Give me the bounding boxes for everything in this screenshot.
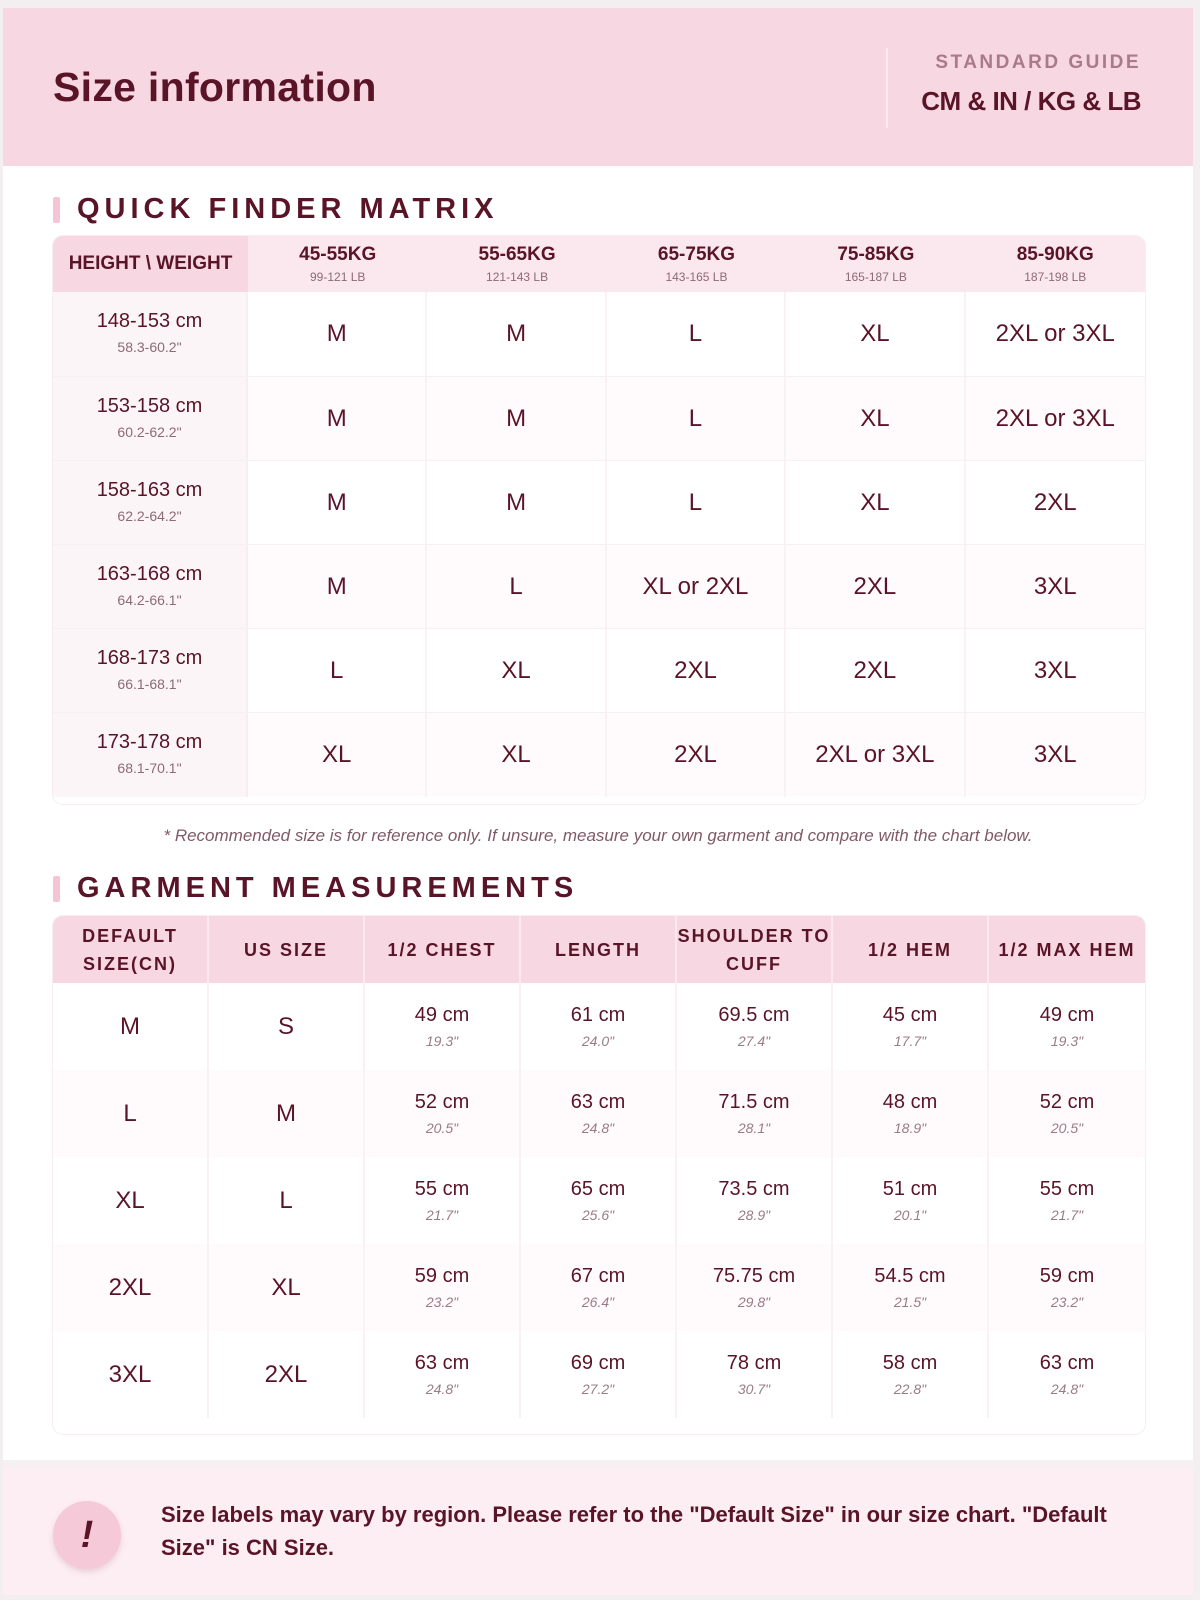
- column-header: DEFAULT SIZE(CN): [53, 916, 209, 983]
- matrix-row: [53, 292, 1145, 376]
- guide-label: STANDARD GUIDE: [935, 52, 1141, 73]
- value-in: 23.2": [1050, 1294, 1084, 1310]
- hem-cell: [833, 1070, 989, 1157]
- height-cm: 153-158 cm: [96, 395, 203, 417]
- size-cell: L: [248, 629, 427, 713]
- chest-cell: [365, 1244, 521, 1331]
- size-cell: M: [427, 292, 606, 376]
- hem-cell: [833, 1244, 989, 1331]
- value-in: 21.7": [425, 1207, 459, 1223]
- height-cm: 173-178 cm: [96, 731, 203, 753]
- size-cell: 2XL or 3XL: [995, 320, 1115, 347]
- weight-column-header: [427, 236, 606, 292]
- size-info-card: [3, 8, 1193, 1595]
- weight-kg: 75-85KG: [837, 244, 915, 265]
- size-cell: 2XL: [786, 629, 965, 713]
- column-header: SHOULDER TO CUFF: [677, 916, 833, 983]
- value-cm: 58 cm: [882, 1352, 938, 1374]
- size-cell: 2XL: [786, 545, 965, 629]
- weight-column-header: [786, 236, 965, 292]
- value-in: 28.1": [737, 1120, 771, 1136]
- column-header: 1/2 HEM: [833, 916, 989, 983]
- length-cell: [521, 1157, 677, 1244]
- matrix-row: [53, 712, 1145, 796]
- size-cell: XL: [786, 292, 965, 376]
- height-cm: 148-153 cm: [96, 310, 203, 332]
- chest-cell: [365, 1070, 521, 1157]
- value-in: 27.4": [737, 1033, 771, 1049]
- value-cm: 52 cm: [1039, 1091, 1095, 1113]
- height-cm: 163-168 cm: [96, 563, 203, 585]
- value-cm: 55 cm: [414, 1178, 470, 1200]
- hem-cell: [833, 983, 989, 1070]
- shoulder-to-cuff-cell: [677, 1157, 833, 1244]
- column-header: 1/2 CHEST: [365, 916, 521, 983]
- value-in: 24.0": [581, 1033, 615, 1049]
- value-in: 24.8": [1050, 1381, 1084, 1397]
- size-cell: 3XL: [1033, 573, 1077, 600]
- value-cm: 49 cm: [1039, 1004, 1095, 1026]
- value-cm: 75.75 cm: [712, 1265, 796, 1287]
- value-in: 22.8": [893, 1381, 927, 1397]
- us-size-cell: L: [209, 1157, 365, 1244]
- page-title: Size information: [53, 64, 377, 110]
- hem-cell: [833, 1157, 989, 1244]
- weight-kg: 85-90KG: [1016, 244, 1094, 265]
- us-size-cell: S: [209, 983, 365, 1070]
- value-in: 19.3": [1050, 1033, 1084, 1049]
- height-in: 66.1-68.1": [117, 676, 182, 692]
- table-row: [53, 983, 1145, 1070]
- size-cell: XL: [427, 713, 606, 797]
- value-cm: 69.5 cm: [718, 1004, 790, 1026]
- weight-kg: 65-75KG: [657, 244, 736, 265]
- value-in: 29.8": [737, 1294, 771, 1310]
- max-hem-cell: [989, 1244, 1145, 1331]
- value-cm: 59 cm: [414, 1265, 470, 1287]
- cn-size-cell: XL: [53, 1157, 209, 1244]
- size-cell: 2XL: [607, 629, 786, 713]
- value-in: 26.4": [581, 1294, 615, 1310]
- matrix-footnote: * Recommended size is for reference only. If unsure, measure your own garment and compare with the chart below.: [163, 826, 1033, 845]
- value-in: 21.5": [893, 1294, 927, 1310]
- height-in: 60.2-62.2": [117, 424, 182, 440]
- value-cm: 63 cm: [570, 1091, 626, 1113]
- hem-cell: [833, 1331, 989, 1418]
- size-cell: XL: [786, 377, 965, 461]
- header: [3, 8, 1193, 166]
- height-cell: [53, 713, 248, 797]
- size-cell: L: [607, 377, 786, 461]
- value-in: 18.9": [893, 1120, 927, 1136]
- table-row: [53, 1244, 1145, 1331]
- value-in: 28.9": [737, 1207, 771, 1223]
- cn-size-cell: 2XL: [53, 1244, 209, 1331]
- max-hem-cell: [989, 1070, 1145, 1157]
- us-size-cell: XL: [209, 1244, 365, 1331]
- garment-measurements-table: [53, 916, 1145, 1434]
- us-size-cell: M: [209, 1070, 365, 1157]
- chest-cell: [365, 1157, 521, 1244]
- table-row: [53, 1070, 1145, 1157]
- size-cell: L: [427, 545, 606, 629]
- garment-header-row: [53, 916, 1145, 983]
- cn-size-cell: M: [53, 983, 209, 1070]
- value-cm: 78 cm: [726, 1352, 782, 1374]
- region-notice: [3, 1468, 1193, 1595]
- value-in: 20.5": [1050, 1120, 1084, 1136]
- value-cm: 63 cm: [414, 1352, 470, 1374]
- size-cell: L: [607, 292, 786, 376]
- size-cell: 2XL or 3XL: [995, 405, 1115, 432]
- length-cell: [521, 1331, 677, 1418]
- value-cm: 63 cm: [1039, 1352, 1095, 1374]
- value-in: 25.6": [581, 1207, 615, 1223]
- value-cm: 59 cm: [1039, 1265, 1095, 1287]
- header-divider: [886, 48, 888, 128]
- weight-kg: 55-65KG: [478, 244, 556, 265]
- weight-column-header: [248, 236, 427, 292]
- size-cell: XL or 2XL: [607, 545, 786, 629]
- guide-units: CM & IN / KG & LB: [921, 86, 1141, 116]
- size-cell: XL: [427, 629, 606, 713]
- max-hem-cell: [989, 1157, 1145, 1244]
- chest-cell: [365, 1331, 521, 1418]
- size-cell: XL: [786, 461, 965, 545]
- matrix-row: [53, 628, 1145, 712]
- size-cell: 3XL: [1033, 657, 1077, 684]
- quick-finder-matrix: [53, 236, 1145, 804]
- size-cell: 2XL: [607, 713, 786, 797]
- weight-column-header: [607, 236, 786, 292]
- shoulder-to-cuff-cell: [677, 1244, 833, 1331]
- chest-cell: [365, 983, 521, 1070]
- weight-lb: 187-198 LB: [1024, 270, 1087, 284]
- value-in: 30.7": [737, 1381, 771, 1397]
- size-cell: 2XL: [1033, 489, 1077, 516]
- max-hem-cell: [989, 983, 1145, 1070]
- weight-lb: 165-187 LB: [844, 270, 907, 284]
- size-cell: M: [427, 377, 606, 461]
- size-cell: M: [248, 292, 427, 376]
- column-header: LENGTH: [521, 916, 677, 983]
- weight-lb: 121-143 LB: [486, 270, 549, 284]
- value-in: 17.7": [893, 1033, 927, 1049]
- weight-kg: 45-55KG: [299, 244, 377, 265]
- value-in: 23.2": [425, 1294, 459, 1310]
- value-cm: 51 cm: [882, 1178, 938, 1200]
- value-cm: 54.5 cm: [874, 1265, 946, 1287]
- value-cm: 65 cm: [570, 1178, 626, 1200]
- value-cm: 52 cm: [414, 1091, 470, 1113]
- height-cell: [53, 629, 248, 713]
- length-cell: [521, 1244, 677, 1331]
- size-cell: M: [427, 461, 606, 545]
- shoulder-to-cuff-cell: [677, 983, 833, 1070]
- matrix-row: [53, 544, 1145, 628]
- value-in: 21.7": [1050, 1207, 1084, 1223]
- height-cm: 158-163 cm: [96, 479, 203, 501]
- value-in: 24.8": [581, 1120, 615, 1136]
- us-size-cell: 2XL: [209, 1331, 365, 1418]
- notice-separator: [3, 1460, 1193, 1468]
- value-cm: 61 cm: [570, 1004, 626, 1026]
- quick-finder-title: QUICK FINDER MATRIX: [53, 193, 499, 226]
- height-cm: 168-173 cm: [96, 647, 203, 669]
- notice-text: Size labels may vary by region. Please refer to the "Default Size" in our size chart. "Default Size" is CN Size.: [161, 1502, 1107, 1560]
- value-in: 19.3": [425, 1033, 459, 1049]
- length-cell: [521, 1070, 677, 1157]
- weight-lb: 99-121 LB: [310, 270, 366, 284]
- shoulder-to-cuff-cell: [677, 1331, 833, 1418]
- height-cell: [53, 545, 248, 629]
- height-cell: [53, 377, 248, 461]
- size-cell: 3XL: [1033, 741, 1077, 768]
- size-cell: XL: [248, 713, 427, 797]
- value-in: 20.1": [893, 1207, 927, 1223]
- shoulder-to-cuff-cell: [677, 1070, 833, 1157]
- size-cell: 2XL or 3XL: [786, 713, 965, 797]
- value-cm: 45 cm: [882, 1004, 938, 1026]
- matrix-header-row: [53, 236, 1145, 292]
- height-cell: [53, 292, 248, 376]
- value-cm: 49 cm: [414, 1004, 470, 1026]
- max-hem-cell: [989, 1331, 1145, 1418]
- value-cm: 48 cm: [882, 1091, 938, 1113]
- height-cell: [53, 461, 248, 545]
- size-cell: M: [248, 545, 427, 629]
- value-cm: 71.5 cm: [718, 1091, 790, 1113]
- cn-size-cell: 3XL: [53, 1331, 209, 1418]
- column-header: 1/2 MAX HEM: [998, 939, 1136, 960]
- size-cell: M: [248, 461, 427, 545]
- value-cm: 73.5 cm: [718, 1178, 790, 1200]
- height-in: 58.3-60.2": [117, 339, 182, 355]
- value-cm: 55 cm: [1039, 1178, 1095, 1200]
- cn-size-cell: L: [53, 1070, 209, 1157]
- height-in: 68.1-70.1": [117, 760, 182, 776]
- matrix-row: [53, 460, 1145, 544]
- matrix-row: [53, 376, 1145, 460]
- garment-measurements-title: GARMENT MEASUREMENTS: [53, 872, 578, 905]
- value-in: 20.5": [425, 1120, 459, 1136]
- column-header: US SIZE: [209, 916, 365, 983]
- table-row: [53, 1331, 1145, 1418]
- length-cell: [521, 983, 677, 1070]
- height-in: 62.2-64.2": [117, 508, 182, 524]
- size-cell: M: [248, 377, 427, 461]
- weight-column-header: [966, 236, 1145, 292]
- value-in: 27.2": [581, 1381, 615, 1397]
- size-cell: L: [607, 461, 786, 545]
- value-in: 24.8": [425, 1381, 459, 1397]
- weight-lb: 143-165 LB: [665, 270, 728, 284]
- table-row: [53, 1157, 1145, 1244]
- value-cm: 69 cm: [570, 1352, 626, 1374]
- matrix-corner-label: HEIGHT \ WEIGHT: [53, 236, 248, 292]
- exclamation-icon: !: [53, 1501, 121, 1569]
- height-in: 64.2-66.1": [117, 592, 182, 608]
- value-cm: 67 cm: [570, 1265, 626, 1287]
